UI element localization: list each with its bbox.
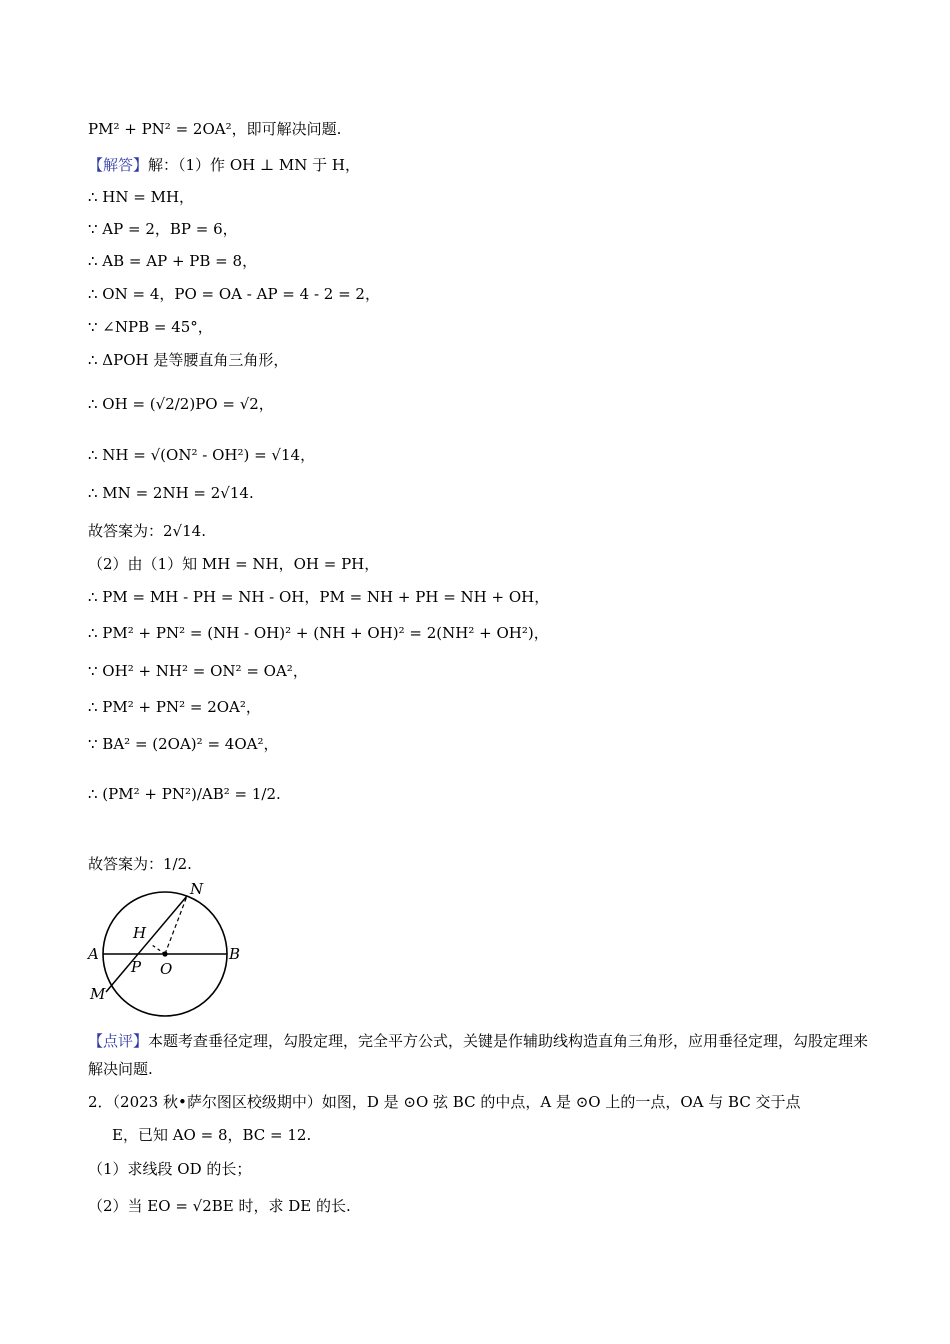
chord-mn [106,896,187,992]
solution-line-12: 故答案为：2√14. [88,522,206,540]
solution-line-13: （2）由（1）知 MH = NH，OH = PH， [88,555,380,573]
label-a: A [88,945,99,963]
problem2-stem-line2: E，已知 AO = 8，BC = 12. [112,1126,312,1144]
solution-line-8: ∴ ΔPOH 是等腰直角三角形， [88,351,289,369]
label-m: M [90,985,106,1003]
circle-diagram [86,880,256,1020]
comment-tag: 【点评】 [88,1032,149,1050]
answer-tag: 【解答】 [88,156,149,174]
label-o: O [160,960,173,978]
problem2-stem-line1: 2．（2023 秋•萨尔图区校级期中）如图，D 是 ⊙O 弦 BC 的中点，A 是 ⊙O 上的一点，OA 与 BC 交于点 [88,1093,801,1111]
solution-line-4: ∵ AP = 2，BP = 6， [88,220,238,238]
label-n: N [190,880,204,898]
problem2-question-2: （2）当 EO = √2BE 时，求 DE 的长. [88,1197,351,1215]
solution-line-16: ∵ OH² + NH² = ON² = OA²， [88,662,308,680]
solution-line-19: ∴ (PM² + PN²)/AB² = 1/2. [88,785,281,803]
point-o [162,951,167,956]
solution-line-1: PM² + PN² = 2OA²，即可解决问题. [88,120,342,138]
solution-line-14: ∴ PM = MH - PH = NH - OH，PM = NH + PH = NH + OH， [88,588,550,606]
problem2-question-1: （1）求线段 OD 的长； [88,1160,252,1178]
solution-line-18: ∵ BA² = (2OA)² = 4OA²， [88,735,279,753]
solution-line-15: ∴ PM² + PN² = (NH - OH)² + (NH + OH)² = 2(NH² + OH²)， [88,624,549,642]
solution-line-3: ∴ HN = MH， [88,188,195,206]
comment-paragraph [88,1027,873,1083]
solution-line-6: ∴ ON = 4，PO = OA - AP = 4 - 2 = 2， [88,285,380,303]
solution-line-2 [88,154,360,176]
solution-line-10: ∴ NH = √(ON² - OH²) = √14， [88,446,316,464]
label-h: H [133,924,147,942]
solution-line-7: ∵ ∠NPB = 45°， [88,318,213,336]
solution-line-20: 故答案为：1/2. [88,855,192,873]
answer-text: 解：（1）作 OH ⊥ MN 于 H， [148,156,360,174]
solution-line-11: ∴ MN = 2NH = 2√14. [88,484,254,502]
solution-line-9: ∴ OH = (√2/2)PO = √2， [88,395,274,413]
label-p: P [131,958,142,976]
comment-text: 本题考查垂径定理，勾股定理，完全平方公式，关键是作辅助线构造直角三角形，应用垂径定理，勾股定理来解决问题. [88,1032,869,1078]
solution-line-17: ∴ PM² + PN² = 2OA²， [88,698,261,716]
segment-on [165,896,187,954]
label-b: B [229,945,241,963]
solution-line-5: ∴ AB = AP + PB = 8， [88,252,258,270]
